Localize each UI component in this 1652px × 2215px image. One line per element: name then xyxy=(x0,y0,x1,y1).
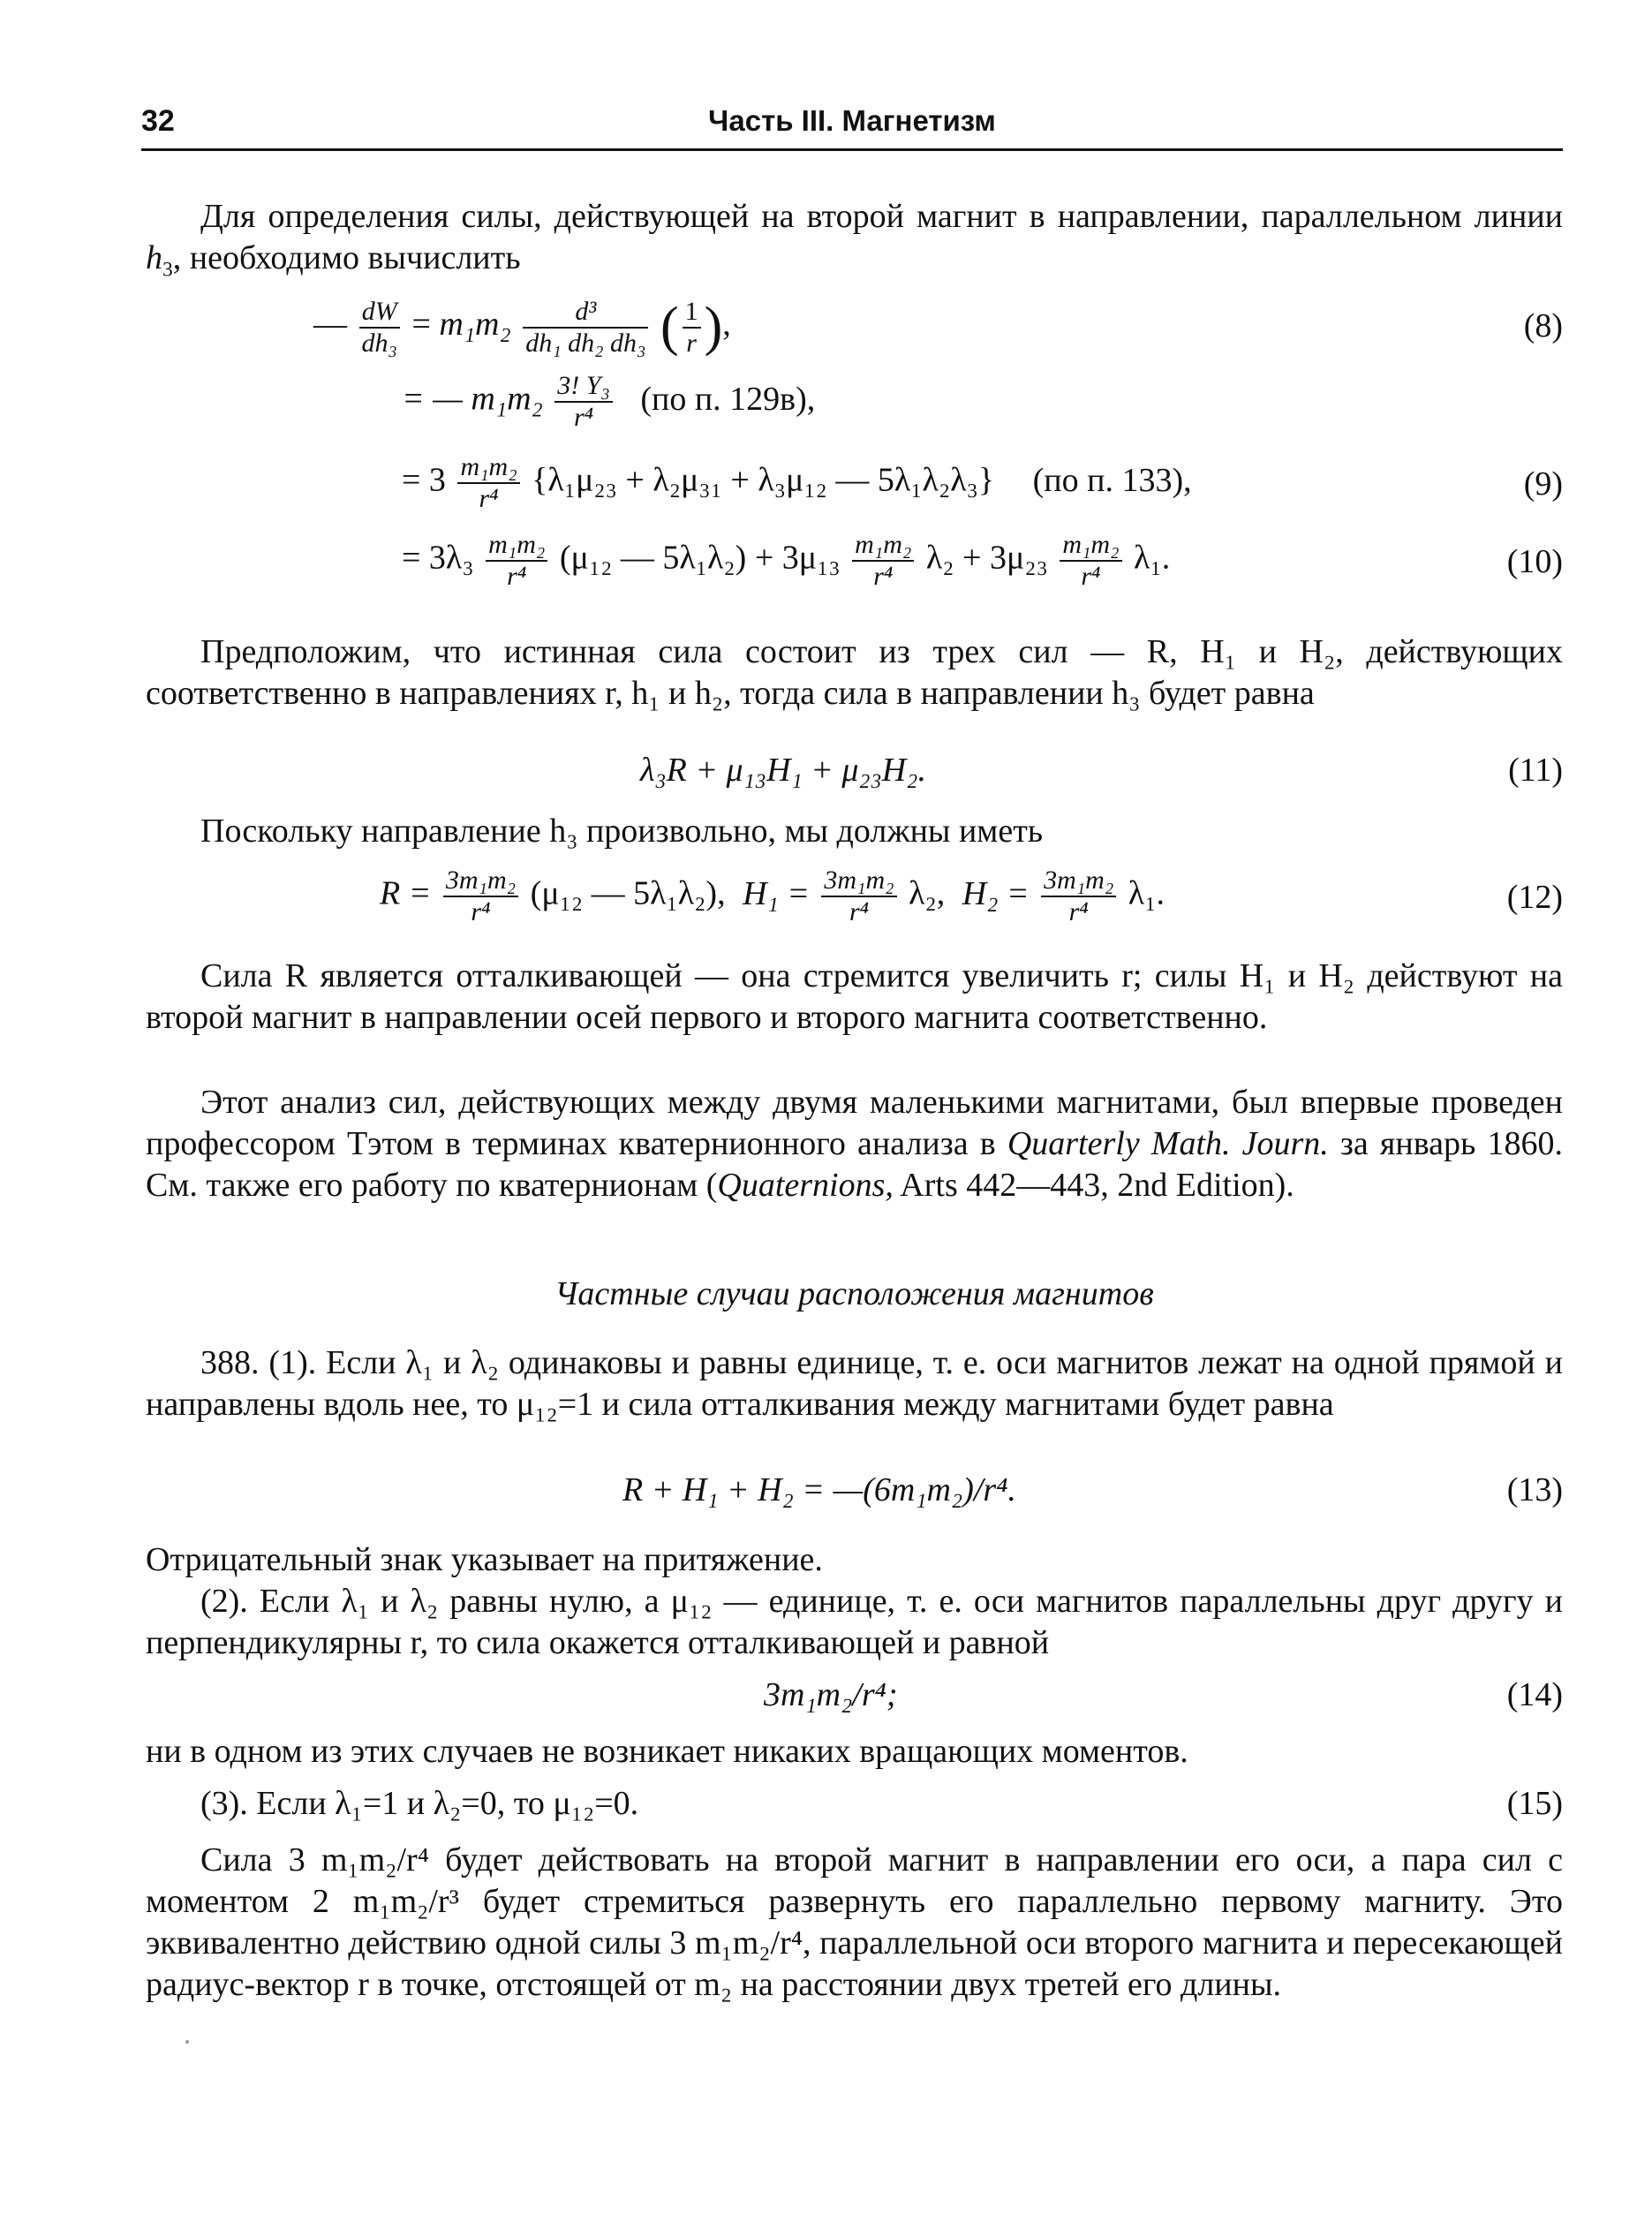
equation-number: (8) xyxy=(1523,307,1563,344)
equation-11: λ₃R + μ₁₃H₁ + μ₂₃H₂. (11) xyxy=(640,752,1563,789)
scan-speck xyxy=(185,2040,189,2044)
equation-8-continued: = — m₁m₂ $\frac{\text{3! Y₃}}{\text{r⁴}}$ (по п. 129в), xyxy=(402,371,816,432)
equation-13: R + H₁ + H₂ = —(6m₁m₂)/r⁴. (13) xyxy=(622,1471,1563,1508)
equation-14: 3m₁m₂/r⁴; (14) xyxy=(764,1676,1563,1713)
no-moments-paragraph: ни в одном из этих случаев не возникает никаких вращающих моментов. xyxy=(146,1733,1188,1770)
header-rule xyxy=(141,148,1563,151)
equation-number: (9) xyxy=(1523,465,1563,503)
fraction-dw: $\frac{dW}{\text{dh₃}}$ xyxy=(359,297,400,359)
fraction-derivative: $\frac{\text{d³}}{\text{dh₁ dh₂ dh₃}}$ xyxy=(523,297,648,359)
equation-10: = 3λ₃ $\frac{\text{m₁m₂}}{\text{r⁴}}$ (μ₁₂ — 5λ₁λ₂) + 3μ₁₃ $\frac{\text{m₁m₂}}{\text{r⁴}}$ λ₂ + 3μ₂₃ $\frac{\text{m₁m₂}}{\text{r⁴}}$ λ₁. (10) xyxy=(402,530,1563,591)
intro-paragraph: Для определения силы, действующей на второй магнит в направлении, параллельном линии $h_3$, необходимо вычислить xyxy=(146,198,1563,282)
paragraph-388: 388. (1). Если λ₁ и λ₂ одинаковы и равны единице, т. е. оси магнитов лежат на одной прямой и направлены вдоль нее, то μ₁₂=1 и сила отталкивания между магнитами будет равна xyxy=(146,1344,1563,1423)
section-title: Частные случаи расположения магнитов xyxy=(554,1275,1154,1312)
equation-number: (14) xyxy=(1506,1676,1563,1713)
since-paragraph: Поскольку направление h₃ произвольно, мы должны иметь xyxy=(200,813,1044,850)
fraction-one-over-r: $\frac{1}{r}$ xyxy=(683,297,701,359)
analysis-paragraph: Этот анализ сил, действующих между двумя маленькими магнитами, был впервые проведен профессором Тэтом в терминах кватернионного анализа в Quarterly Math. Journ. за январь 1860. См. также его работу по кватернионам (Quaternions, Arts 442—443, 2nd Edition). xyxy=(146,1084,1563,1204)
force-r-paragraph: Сила R является отталкивающей — она стремится увеличить r; силы H₁ и H₂ действуют на второй магнит в направлении осей первого и второго магнита соответственно. xyxy=(146,957,1563,1036)
equation-9: = 3 $\frac{\text{m₁m₂}}{\text{r⁴}}$ {λ₁μ₂₃ + λ₂μ₃₁ + λ₃μ₁₂ — 5λ₁λ₂λ₃} (по п. 133), (9) xyxy=(402,452,1563,513)
equation-15: (3). Если λ₁=1 и λ₂=0, то μ₁₂=0. (15) xyxy=(200,1785,1563,1822)
suppose-paragraph: Предположим, что истинная сила состоит из трех сил — R, H₁ и H₂, действующих соответственно в направлениях r, h₁ и h₂, тогда сила в направлении h₃ будет равна xyxy=(146,633,1563,712)
fraction-3y3: $\frac{\text{3! Y₃}}{\text{r⁴}}$ xyxy=(554,371,613,433)
negative-sign-paragraph: Отрицательный знак указывает на притяжение. xyxy=(146,1541,823,1578)
equation-12: R = $\frac{\text{3m₁m₂}}{\text{r⁴}}$ (μ₁₂ — 5λ₁λ₂), H₁ = $\frac{\text{3m₁m₂}}{\text{r⁴}}$ λ₂, H₂ = $\frac{\text{3m₁m₂}}{\text{r⁴}}$ λ₁. (12) xyxy=(380,866,1563,926)
final-paragraph: Сила 3 m₁m₂/r⁴ будет действовать на второй магнит в направлении его оси, а пара сил с моментом 2 m₁m₂/r³ будет стремиться развернуть его параллельно первому магниту. Это эквивалентно действию одной силы 3 m₁m₂/r⁴, параллельной оси второго магнита и пересекающей радиус-вектор r в точке, отстоящей от m₂ на расстоянии двух третей его длины. xyxy=(146,1841,1563,2003)
equation-number: (10) xyxy=(1506,543,1563,580)
equation-number: (15) xyxy=(1506,1785,1563,1822)
running-title: Часть III. Магнетизм xyxy=(708,104,996,137)
page-header xyxy=(141,104,1563,145)
page-number: 32 xyxy=(141,104,175,138)
equation-number: (11) xyxy=(1508,752,1563,789)
case-2-paragraph: (2). Если λ₁ и λ₂ равны нулю, а μ₁₂ — единице, т. е. оси магнитов параллельны друг другу и перпендикулярны r, то сила окажется отталкивающей и равной xyxy=(146,1583,1563,1661)
equation-number: (13) xyxy=(1506,1471,1563,1508)
equation-8: — $\frac{dW}{\text{dh₃}}$ = m₁m₂ $\frac{\text{d³}}{\text{dh₁ dh₂ dh₃}}$ ( $\frac{1}{r}$ ), (8) xyxy=(313,296,1563,358)
equation-number: (12) xyxy=(1506,879,1563,916)
